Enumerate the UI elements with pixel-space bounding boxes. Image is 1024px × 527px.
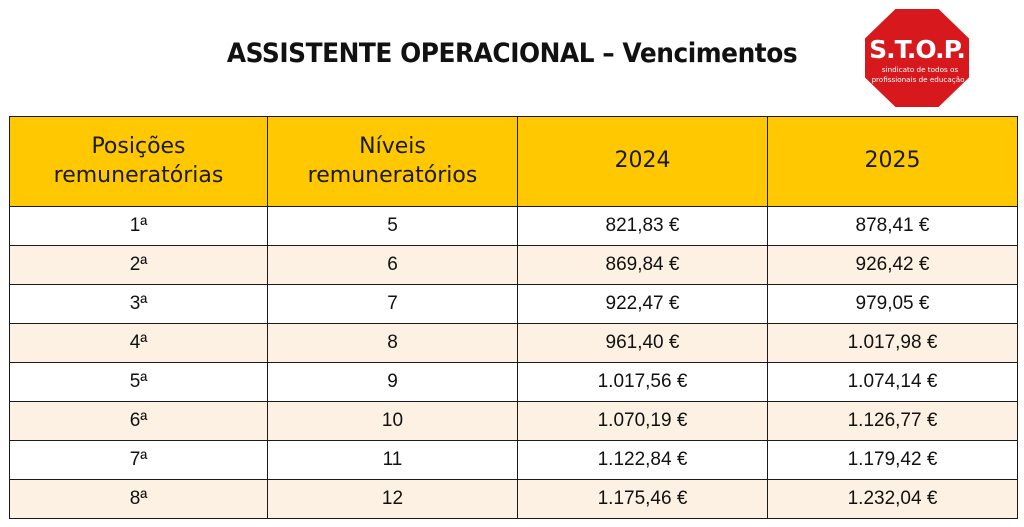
table-row <box>10 207 1018 246</box>
wages-table <box>9 116 1018 519</box>
cell-posicao: 3ª <box>10 285 268 324</box>
cell-2025: 1.017,98 € <box>768 324 1018 363</box>
header-posicoes-line2: remuneratórias <box>53 162 224 188</box>
cell-2025: 1.126,77 € <box>768 402 1018 441</box>
cell-2025: 979,05 € <box>768 285 1018 324</box>
cell-nivel: 8 <box>268 324 518 363</box>
table-row <box>10 363 1018 402</box>
cell-2025: 878,41 € <box>768 207 1018 246</box>
header-2025: 2025 <box>768 117 1018 207</box>
cell-nivel: 12 <box>268 480 518 519</box>
table-header-row <box>10 117 1018 207</box>
header-niveis <box>268 117 518 207</box>
header-posicoes <box>10 117 268 207</box>
cell-2024: 1.175,46 € <box>518 480 768 519</box>
table-row <box>10 285 1018 324</box>
header-posicoes-line1: Posições <box>91 133 186 159</box>
header-niveis-line2: remuneratórios <box>307 162 478 188</box>
cell-posicao: 4ª <box>10 324 268 363</box>
cell-2024: 1.122,84 € <box>518 441 768 480</box>
stop-logo <box>862 6 972 110</box>
cell-nivel: 10 <box>268 402 518 441</box>
header-niveis-line1: Níveis <box>359 133 426 159</box>
cell-nivel: 11 <box>268 441 518 480</box>
cell-posicao: 7ª <box>10 441 268 480</box>
logo-tagline-1: sindicato de todos os <box>881 65 959 74</box>
cell-2024: 961,40 € <box>518 324 768 363</box>
table-row <box>10 246 1018 285</box>
cell-nivel: 5 <box>268 207 518 246</box>
cell-nivel: 7 <box>268 285 518 324</box>
cell-posicao: 1ª <box>10 207 268 246</box>
cell-posicao: 5ª <box>10 363 268 402</box>
table-row <box>10 402 1018 441</box>
logo-tagline-2: profissionais de educação <box>871 75 965 84</box>
cell-2025: 1.179,42 € <box>768 441 1018 480</box>
cell-posicao: 2ª <box>10 246 268 285</box>
cell-2024: 1.017,56 € <box>518 363 768 402</box>
logo-name: S.T.O.P. <box>869 35 965 64</box>
cell-2024: 821,83 € <box>518 207 768 246</box>
table-row <box>10 480 1018 519</box>
table-row <box>10 324 1018 363</box>
page-title: ASSISTENTE OPERACIONAL – Vencimentos <box>226 38 798 69</box>
cell-2024: 1.070,19 € <box>518 402 768 441</box>
cell-nivel: 9 <box>268 363 518 402</box>
header-2024: 2024 <box>518 117 768 207</box>
cell-2025: 1.232,04 € <box>768 480 1018 519</box>
cell-2024: 869,84 € <box>518 246 768 285</box>
cell-2025: 926,42 € <box>768 246 1018 285</box>
cell-nivel: 6 <box>268 246 518 285</box>
cell-posicao: 6ª <box>10 402 268 441</box>
cell-2024: 922,47 € <box>518 285 768 324</box>
table-row <box>10 441 1018 480</box>
cell-posicao: 8ª <box>10 480 268 519</box>
cell-2025: 1.074,14 € <box>768 363 1018 402</box>
